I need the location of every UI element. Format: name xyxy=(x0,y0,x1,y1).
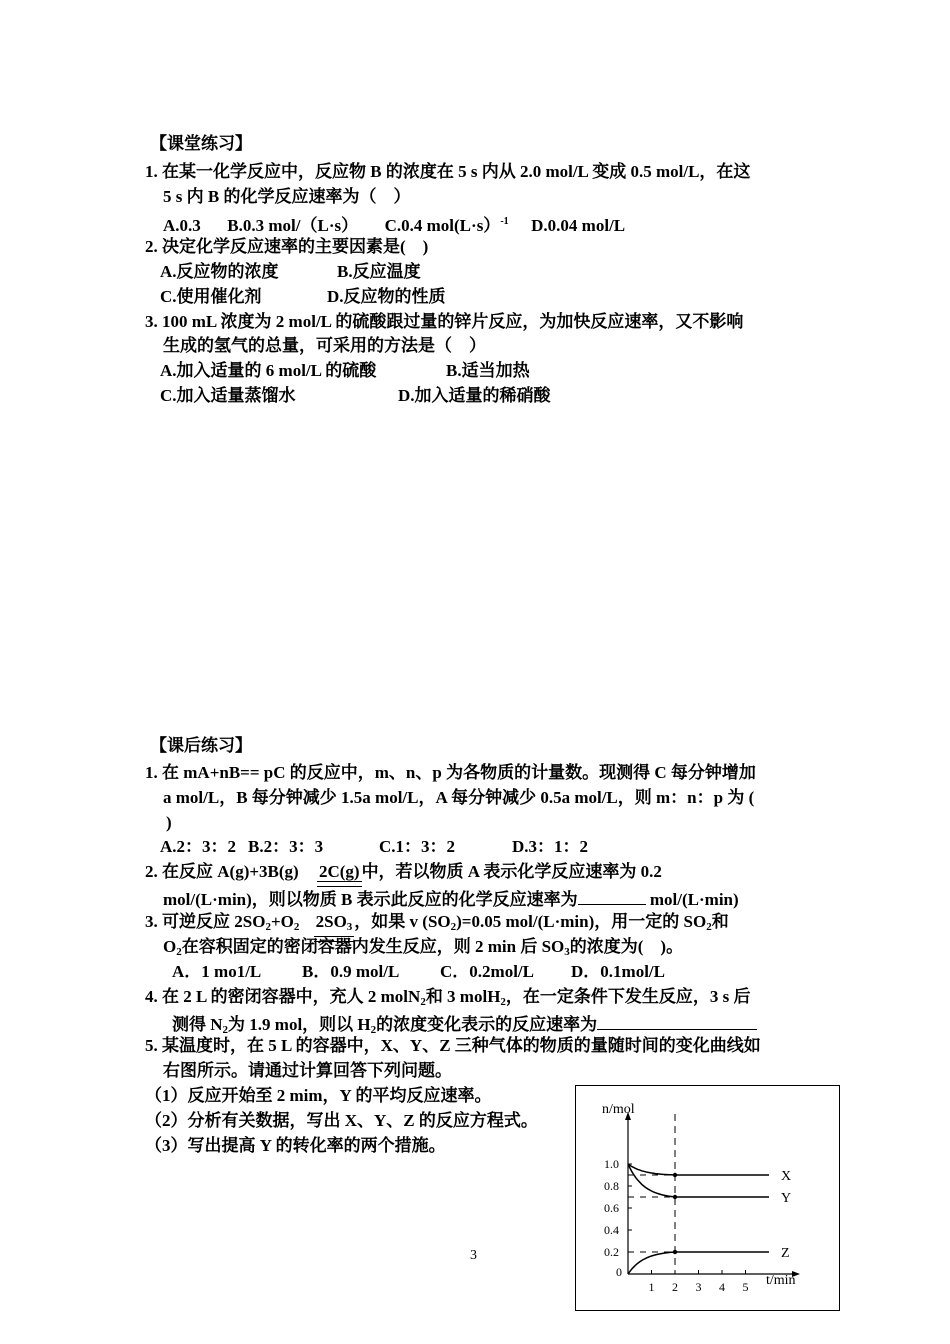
reaction-graph xyxy=(575,1085,840,1311)
y-tick-label: 0.8 xyxy=(604,1179,619,1193)
ac-q2-line1: 2. 在反应 A(g)+3B(g) 2C(g) 中，若以物质 A 表示化学反应速率为 0.2 xyxy=(145,862,662,881)
ac-q3-option-d: D．0.1mol/L xyxy=(571,962,665,981)
series-point-z xyxy=(673,1250,677,1254)
page-number: 3 xyxy=(470,1248,477,1263)
ac-q1-line1: 1. 在 mA+nB== pC 的反应中，m、n、p 为各物质的计量数。现测得 C 每分钟增加 xyxy=(145,763,756,782)
ac-q3-line1: 3. 可逆反应 $2SO_2+O_2$ $2SO_3$ ，如果 v $(SO_2)=0.05$ mol/(L·min)，用一定的 $SO_2$和 xyxy=(145,911,729,938)
ac-q3-option-a: A．1 mo1/L xyxy=(172,962,262,981)
ac-q3-option-c: C．0.2mol/L xyxy=(440,962,534,981)
cp-q3-option-d: D.加入适量的稀硝酸 xyxy=(398,386,551,405)
y-tick-label: 0.4 xyxy=(604,1223,619,1237)
ac-q4-line2: 测得 $N_2$为 1.9 mol，则以 $H_2$的浓度变化表示的反应速率为 xyxy=(172,1011,757,1041)
ac-q1-option-c: C.1：3：2 xyxy=(379,837,456,856)
cp-q3-option-a: A.加入适量的 6 mol/L 的硫酸 xyxy=(160,361,377,380)
series-curve-x xyxy=(628,1164,769,1175)
ac-q2-line2: mol/(L·min)，则以物质 B 表示此反应的化学反应速率为 mol/(L·min) xyxy=(163,886,739,911)
cp-q1-option-a: A.0.3 xyxy=(163,216,201,235)
cp-q1-option-c: C.0.4 mol(L·s）$^{-1}$ xyxy=(384,216,509,235)
graph-svg xyxy=(576,1086,839,1310)
series-label-y: Y xyxy=(781,1191,792,1206)
x-tick-label: 3 xyxy=(695,1280,702,1294)
ac-q5-line2: 右图所示。请通过计算回答下列问题。 xyxy=(163,1061,452,1080)
series-point-x xyxy=(673,1173,677,1177)
answer-blank[interactable] xyxy=(597,1011,757,1030)
series-point-y xyxy=(673,1195,677,1199)
ac-q3-option-b: B．0.9 mol/L xyxy=(302,962,400,981)
ac-q5-line1: 5. 某温度时，在 5 L 的容器中，X、Y、Z 三种气体的物质的量随时间的变化曲线如 xyxy=(145,1036,761,1055)
ac-q4-line1: 4. 在 2 L 的密闭容器中，充人 2 molN$_2$和 3 molH$_2$，在一定条件下发生反应，3 s 后 xyxy=(145,987,751,1008)
y-axis-label: n/mol xyxy=(602,1102,635,1117)
cp-q1-line1: 1. 在某一化学反应中，反应物 B 的浓度在 5 s 内从 2.0 mol/L 变成 0.5 mol/L，在这 xyxy=(145,162,751,181)
cp-q2-line1: 2. 决定化学反应速率的主要因素是( ) xyxy=(145,237,429,256)
x-tick-label: 2 xyxy=(672,1280,678,1294)
cp-q3-line1: 3. 100 mL 浓度为 2 mol/L 的硫酸跟过量的锌片反应，为加快反应速率，又不影响 xyxy=(145,312,744,331)
cp-q2-option-a: A.反应物的浓度 xyxy=(160,262,279,281)
ac-q1-option-b: B.2：3：3 xyxy=(248,837,324,856)
cp-q3-line2: 生成的氢气的总量，可采用的方法是（ ） xyxy=(163,336,486,355)
answer-blank[interactable] xyxy=(578,886,646,905)
ac-q1-line3: ) xyxy=(166,813,172,832)
cp-q2-option-b: B.反应温度 xyxy=(337,262,421,281)
ac-q1-option-a: A.2：3：2 xyxy=(160,837,237,856)
series-label-z: Z xyxy=(781,1246,790,1261)
cp-q3-option-c: C.加入适量蒸馏水 xyxy=(160,386,296,405)
cp-q1-option-b: B.0.3 mol/（L·s） xyxy=(227,216,359,235)
series-label-x: X xyxy=(781,1169,792,1184)
ac-q5-sub1: （1）反应开始至 2 mim，Y 的平均反应速率。 xyxy=(145,1086,492,1105)
ac-q5-sub3: （3）写出提高 Y 的转化率的两个措施。 xyxy=(145,1136,446,1155)
reversible-arrow: $2SO_3$ xyxy=(314,911,355,938)
x-tick-label: 5 xyxy=(742,1280,749,1294)
cp-q1-line2: 5 s 内 B 的化学反应速率为（ ） xyxy=(163,187,411,206)
cp-q1-options xyxy=(163,211,625,237)
x-tick-label: 4 xyxy=(719,1280,725,1294)
x-tick-label: 1 xyxy=(648,1280,655,1294)
ac-q1-option-d: D.3：1：2 xyxy=(512,837,589,856)
class-practice-title: 【课堂练习】 xyxy=(150,134,252,153)
origin-label: 0 xyxy=(616,1265,622,1279)
ac-q5-sub2: （2）分析有关数据，写出 X、Y、Z 的反应方程式。 xyxy=(145,1111,538,1130)
x-axis-label: t/min xyxy=(766,1273,796,1288)
y-tick-label: 0.2 xyxy=(604,1245,619,1259)
after-class-title: 【课后练习】 xyxy=(150,736,252,755)
cp-q2-option-c: C.使用催化剂 xyxy=(160,287,262,306)
ac-q1-line2: a mol/L，B 每分钟减少 1.5a mol/L，A 每分钟减少 0.5a mol/L，则 m：n：p 为 ( xyxy=(163,788,755,807)
cp-q2-option-d: D.反应物的性质 xyxy=(327,287,446,306)
y-tick-label: 0.6 xyxy=(604,1201,619,1215)
reversible-arrow: 2C(g) xyxy=(318,862,360,881)
series-curve-y xyxy=(628,1164,769,1197)
cp-q1-option-d: D.0.04 mol/L xyxy=(531,216,626,235)
cp-q3-option-b: B.适当加热 xyxy=(446,361,530,380)
y-tick-label: 1.0 xyxy=(604,1157,619,1171)
ac-q3-line2: $O_2$在容积固定的密闭容器内发生反应，则 2 min 后 $SO_3$的浓度为( )。 xyxy=(163,937,684,958)
